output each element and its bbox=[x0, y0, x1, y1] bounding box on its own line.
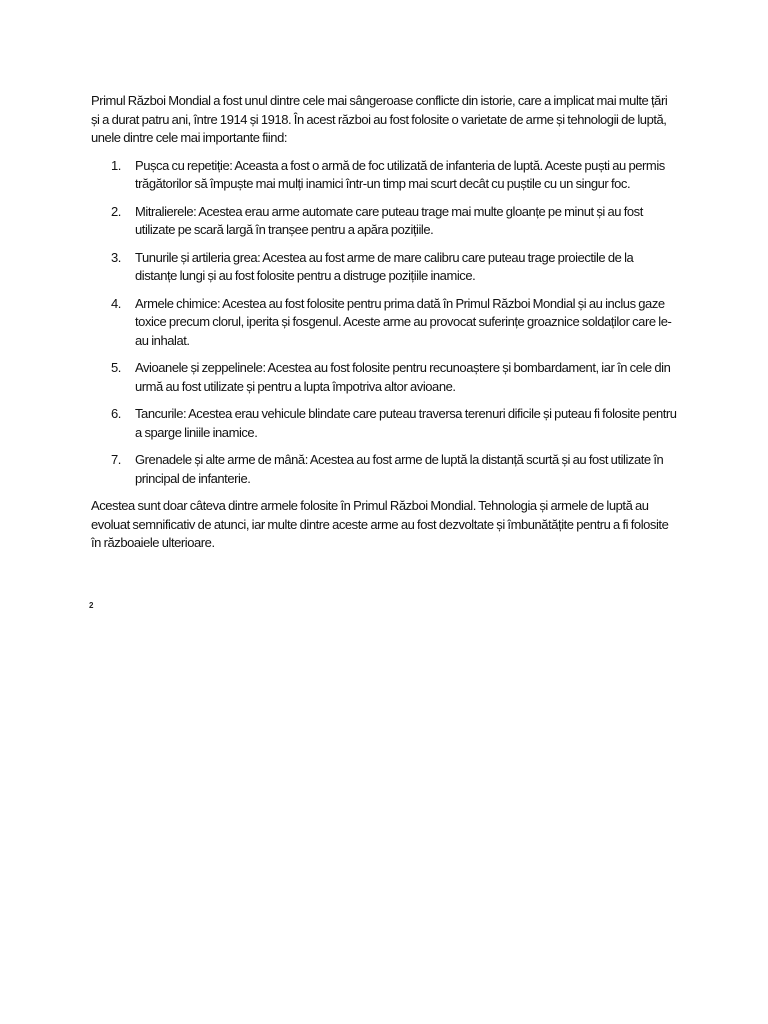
list-item-number: 2. bbox=[111, 203, 121, 219]
list-item bbox=[91, 203, 677, 240]
list-item-text: Grenadele și alte arme de mână: Acestea au fost arme de luptă la distanță scurtă și au fost utilizate în principal de infanterie. bbox=[135, 452, 664, 486]
conclusion-paragraph: Acestea sunt doar câteva dintre armele folosite în Primul Război Mondial. Tehnologia și armele de luptă au evoluat semnificativ de atunci, iar multe dintre aceste arme au fost dezvoltate și îmbunătățite pentru a fi folosite în războaiele ulterioare. bbox=[91, 498, 669, 550]
list-item bbox=[91, 405, 677, 442]
list-item-number: 5. bbox=[111, 360, 121, 375]
page-number: 2 bbox=[89, 601, 94, 610]
list-item bbox=[91, 157, 677, 194]
list-item bbox=[91, 359, 677, 396]
list-item bbox=[91, 249, 677, 286]
list-item-text: Pușca cu repetiție: Aceasta a fost o armă de foc utilizată de infanteria de luptă. Aceste puști au permis trăgătorilor să împuște mai mulți inamici într-un timp mai scurt decât cu puștile cu un singur foc. bbox=[135, 157, 665, 191]
weapons-list bbox=[91, 157, 677, 489]
list-item-number: 1. bbox=[111, 157, 121, 173]
list-item-number: 7. bbox=[111, 452, 121, 467]
list-item-text: Tunurile și artileria grea: Acestea au fost arme de mare calibru care puteau trage proiectile de la distanțe lungi și au fost folosite pentru a distruge pozițiile inamice. bbox=[135, 249, 634, 283]
list-item-number: 6. bbox=[111, 406, 121, 421]
list-item-text: Tancurile: Acestea erau vehicule blindate care puteau traversa terenuri dificile și puteau fi folosite pentru a sparge liniile inamice. bbox=[135, 406, 677, 440]
list-item bbox=[91, 451, 677, 488]
list-item-text: Avioanele și zeppelinele: Acestea au fost folosite pentru recunoaștere și bombardament, iar în cele din urmă au fost utilizate și pentru a lupta împotriva altor avioane. bbox=[135, 360, 671, 394]
list-item bbox=[91, 295, 677, 351]
document-body bbox=[91, 92, 677, 562]
list-item-text: Mitralierele: Acestea erau arme automate care puteau trage mai multe gloanțe pe minut și au fost utilizate pe scară largă în tranșee pentru a apăra pozițiile. bbox=[135, 203, 643, 237]
list-item-number: 4. bbox=[111, 295, 121, 311]
list-item-text: Armele chimice: Acestea au fost folosite pentru prima dată în Primul Război Mondial și au inclus gaze toxice precum clorul, iperita și fosgenul. Aceste arme au provocat suferințe groaznice soldaților care le-au inhalat. bbox=[135, 295, 672, 348]
intro-paragraph: Primul Război Mondial a fost unul dintre cele mai sângeroase conflicte din istorie, care a implicat mai multe țări și a durat patru ani, între 1914 și 1918. În acest război au fost folosite o varietate de arme și tehnologii de luptă, unele dintre cele mai importante fiind: bbox=[91, 93, 668, 145]
list-item-number: 3. bbox=[111, 249, 121, 265]
